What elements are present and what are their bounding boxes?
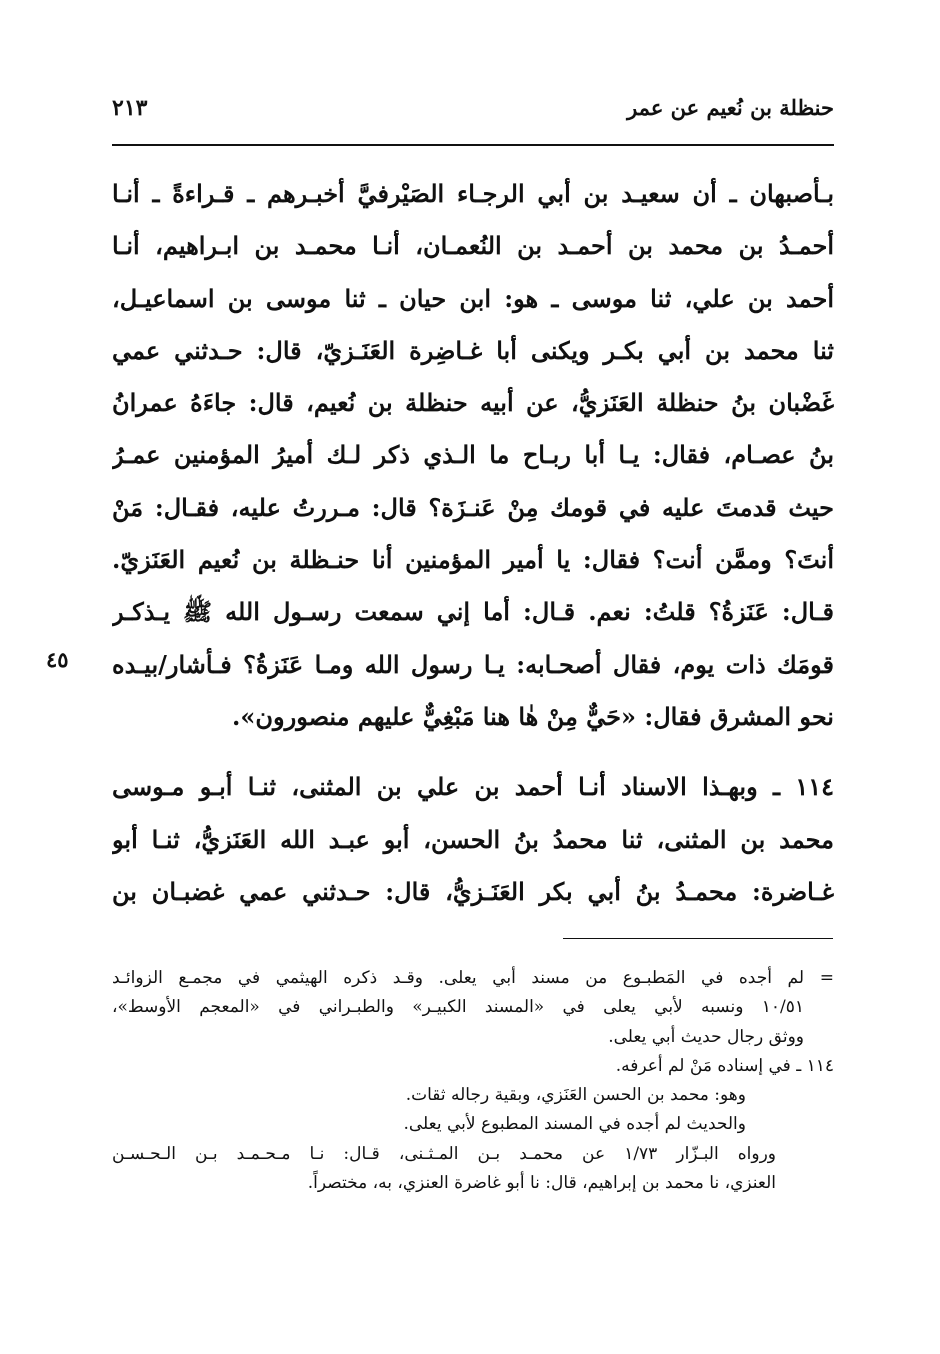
footnote-line bbox=[112, 964, 834, 993]
text-line: أحمد بن علي، ثنا موسى ـ هو: ابن حيان ـ ثنا موسى بن اسماعيـل، bbox=[112, 283, 834, 313]
footnote-114: ١١٤ ـ في إسناده مَنْ لم أعرفه. bbox=[615, 1055, 834, 1076]
text-line: ثنا محمد بن أبي بكـر ويكنى أبا غـاضِرة العَنَـزيّ، قال: حـدثني عمي bbox=[112, 335, 834, 365]
paragraph-hadith-114 bbox=[112, 761, 834, 918]
page-number: ٢١٣ bbox=[112, 95, 148, 121]
footnote-divider bbox=[563, 938, 833, 939]
paragraph-hadith-113-continuation bbox=[112, 168, 834, 743]
footnote-line: وهو: محمد بن الحسن العَنَزي، وبقية رجاله ثقات. bbox=[405, 1085, 746, 1106]
text-line: أحمـدُ بن محمد بن أحمـد بن النُعمـان، أنـا محمـد بن ابـراهيم، أنـا bbox=[112, 231, 834, 261]
text-line: بنُ عصـام، فقال: يـا أبا ربـاح ما الـذي ذكر لـك أميرُ المؤمنين عمـرُ bbox=[112, 440, 834, 470]
margin-page-reference: ٤٥ bbox=[46, 647, 69, 672]
text-line: قـال: عَنَزةُ؟ قلتُ: نعم. قـال: أما إني سمعت رسـول الله ﷺ يـذكـر bbox=[112, 597, 834, 627]
footnote-line: ورواه البـزّار ١/٧٣ عن محمـد بـن المـثـنى، قـال: نـا مـحـمـد بـن الـحـسـن bbox=[112, 1143, 776, 1164]
footnote-line: والحديث لم أجده في المسند المطبوع لأبي يعلى. bbox=[403, 1114, 746, 1135]
text-line: حيث قدمتَ عليه في قومك مِنْ عَنـزَة؟ قال: مـررتُ عليه، فقـال: مَنْ bbox=[112, 492, 834, 522]
page-header bbox=[112, 88, 834, 128]
footnote-line-text: لم أجده في المَطبـوع من مسند أبي يعلى. وقـد ذكره الهيثمي في مجمـع الزوائـد bbox=[112, 968, 804, 988]
text-line: نحو المشرق فقال: «حَيٌّ مِنْ هٰا هنا مَبْغِيٌّ عليهم منصورون». bbox=[232, 701, 834, 731]
footnotes bbox=[112, 964, 834, 1198]
footnote-line: ووثق رجال حديث أبي يعلى. bbox=[608, 1026, 804, 1047]
main-text bbox=[112, 168, 834, 918]
header-divider bbox=[112, 144, 834, 146]
continuation-marker: = bbox=[819, 968, 834, 988]
text-line: محمد بن المثنى، ثنا محمدُ بنُ الحسن، أبو عبـد الله العَنَزيُّ، ثنـا أبو bbox=[112, 824, 834, 854]
text-line: غَضْبان بنُ حنظلة العَنَزيُّ، عن أبيه حنظلة بن نُعيم، قال: جاءَهُ عمرانُ bbox=[112, 388, 834, 418]
footnote-line: العنزي، نا محمد بن إبراهيم، قال: نا أبو غاضرة العنزي، به، مختصراً. bbox=[307, 1173, 776, 1194]
footnote-line: ١٠/٥١ ونسبه لأبي يعلى في «المسند الكبيـر» والطبـراني في «المعجم الأوسط»، bbox=[112, 997, 804, 1018]
text-line: أنتَ؟ وممَّن أنت؟ فقال: يا أمير المؤمنين أنا حنـظلة بن نُعيم العَنَزيّ. bbox=[112, 545, 834, 575]
text-line: بـأصبهان ـ أن سعيـد بن أبي الرجـاء الصَيْرفيَّ أخبـرهم ـ قـراءةً ـ أنـا bbox=[112, 179, 834, 208]
running-title: حنظلة بن نُعيم عن عمر bbox=[627, 95, 834, 120]
text-line: ١١٤ ـ وبهـذا الاسناد أنـا أحمد بن علي بن المثنى، ثنـا أبـو مـوسى bbox=[112, 772, 834, 802]
text-line: قومَك ذات يوم، فقال أصحـابه: يـا رسول الله ومـا عَنَزةُ؟ فـأشار/بيـده bbox=[112, 649, 834, 679]
text-line: غـاضرة: محمـدُ بنُ أبي بكر العَنَـزيُّ، قال: حـدثني عمي غضبـان بن bbox=[112, 876, 834, 906]
